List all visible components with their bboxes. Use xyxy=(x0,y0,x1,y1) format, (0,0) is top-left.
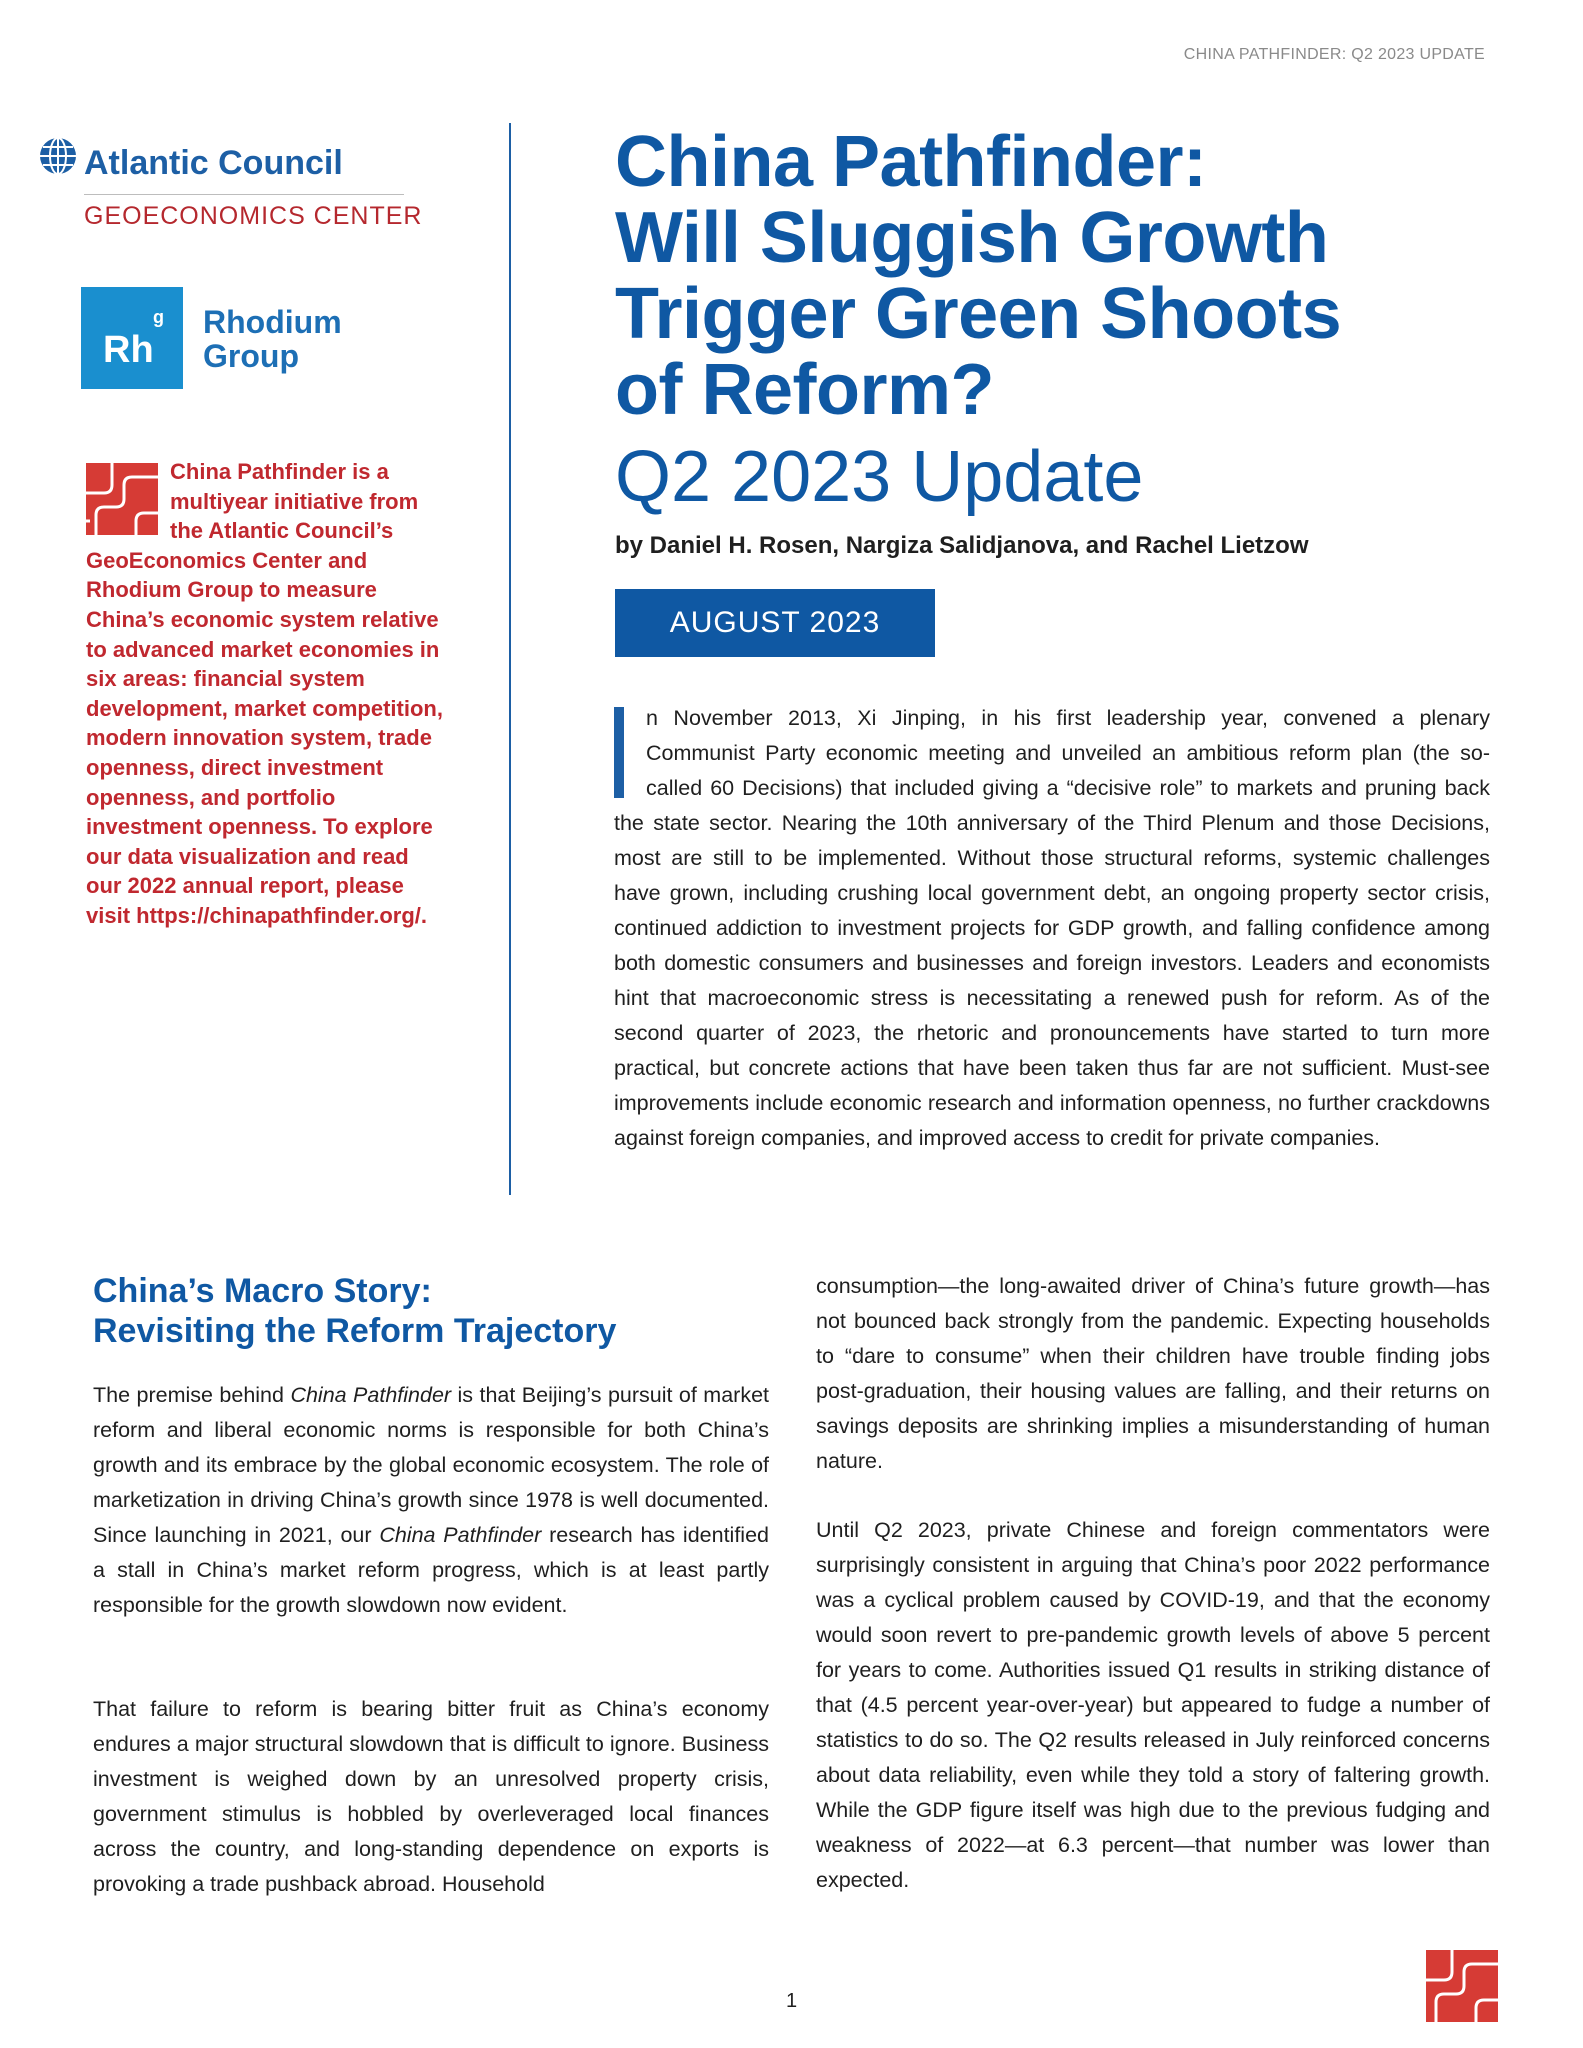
p1-text-c: research has identified a stall in China’s market reform progress, which is at least partly responsible for the growth slowdown now evident. xyxy=(93,1523,769,1617)
logo-divider xyxy=(84,194,404,195)
running-header: CHINA PATHFINDER: Q2 2023 UPDATE xyxy=(1183,46,1485,63)
body-paragraph-2 xyxy=(93,1692,769,1902)
rhodium-mark-letters: Rh xyxy=(103,329,154,371)
body-paragraph-4 xyxy=(816,1513,1490,1898)
description-text: China Pathfinder is a multiyear initiative from the Atlantic Council’s GeoEconomics Center and Rhodium Group to measure China’s economic system relative to advanced market economies in six areas: financial system development, market competition, modern innovation system, trade openness, direct investment openness, and portfolio investment openness. To explore our data visualization and read our 2022 annual report, please visit https://chinapathfinder.org/. xyxy=(86,459,443,928)
geoeconomics-center-label: GEOECONOMICS CENTER xyxy=(84,202,423,230)
p1-emphasis-2: China Pathfinder xyxy=(379,1523,542,1547)
icon-spacer xyxy=(86,457,170,545)
china-pathfinder-footer-icon xyxy=(1426,1950,1498,2022)
p3-text: consumption—the long-awaited driver of China’s future growth—has not bounced back strongly from the pandemic. Expecting households to “dare to consume” when their children have trouble finding jobs post-graduation, their housing values are falling, and their returns on savings deposits are shrinking implies a misunderstanding of human nature. xyxy=(816,1274,1490,1473)
title-line-2: Will Sluggish Growth xyxy=(615,198,1329,278)
p4-text: Until Q2 2023, private Chinese and foreign commentators were surprisingly consistent in arguing that China’s poor 2022 performance was a cyclical problem caused by COVID-19, and that the economy would soon revert to pre-pandemic growth levels of above 5 percent for years to come. Authorities issued Q1 results in striking distance of that (4.5 percent year-over-year) but appeared to fudge a number of statistics to do so. The Q2 results released in July reinforced concerns about data reliability, even while they told a story of faltering growth. While the GDP figure itself was high due to the previous fudging and weakness of 2022—at 6.3 percent—that number was lower than expected. xyxy=(816,1518,1490,1892)
rhodium-name-line2: Group xyxy=(203,338,299,374)
column-divider xyxy=(509,123,511,1195)
p2-text: That failure to reform is bearing bitter fruit as China’s economy endures a major structural slowdown that is difficult to ignore. Business investment is weighed down by an unresolved property crisis, government stimulus is hobbled by overleveraged local finances across the country, and long-standing dependence on exports is provoking a trade pushback abroad. Household xyxy=(93,1697,769,1896)
section-heading-line2: Revisiting the Reform Trajectory xyxy=(93,1312,617,1350)
body-paragraph-3 xyxy=(816,1269,1490,1479)
p1-text-b: is that Beijing’s pursuit of market reform and liberal economic norms is responsible for both China’s growth and its embrace by the global economic ecosystem. The role of marketization in driving China’s growth since 1978 is well documented. Since launching in 2021, our xyxy=(93,1383,770,1547)
drop-cap-i xyxy=(614,707,624,798)
authors: by Daniel H. Rosen, Nargiza Salidjanova, and Rachel Lietzow xyxy=(615,532,1309,559)
body-paragraph-1 xyxy=(93,1378,769,1623)
rhodium-mark-superscript: g xyxy=(153,307,164,327)
p1-text-a: The premise behind xyxy=(93,1383,291,1407)
title-line-1: China Pathfinder: xyxy=(615,122,1207,202)
china-pathfinder-description xyxy=(86,457,446,931)
title-line-3: Trigger Green Shoots xyxy=(615,274,1342,354)
atlantic-council-name: Atlantic Council xyxy=(84,144,343,182)
p1-emphasis-1: China Pathfinder xyxy=(290,1383,452,1407)
date-badge: AUGUST 2023 xyxy=(615,589,935,657)
page-number: 1 xyxy=(786,1990,798,2012)
intro-paragraph xyxy=(614,701,1490,1156)
rhodium-logo-mark xyxy=(81,287,183,389)
report-subtitle: Q2 2023 Update xyxy=(615,437,1144,517)
report-title xyxy=(615,124,1341,428)
intro-text: n November 2013, Xi Jinping, in his first leadership year, convened a plenary Communist Party economic meeting and unveiled an ambitious reform plan (the so-called 60 Decisions) that included giving a “decisive role” to markets and pruning back the state sector. Nearing the 10th anniversary of the Third Plenum and those Decisions, most are still to be implemented. Without those structural reforms, systemic challenges have grown, including crushing local government debt, an ongoing property sector crisis, continued addiction to investment projects for GDP growth, and falling confidence among both domestic consumers and businesses and foreign investors. Leaders and economists hint that macroeconomic stress is necessitating a renewed push for reform. As of the second quarter of 2023, the rhetoric and pronouncements have started to turn more practical, but concrete actions that have been taken thus far are not sufficient. Must-see improvements include economic research and information openness, no further crackdowns against foreign companies, and improved access to credit for private companies. xyxy=(614,706,1490,1150)
title-line-4: of Reform? xyxy=(615,350,994,430)
rhodium-group-name xyxy=(203,305,342,373)
rhodium-name-line1: Rhodium xyxy=(203,304,342,340)
section-heading xyxy=(93,1271,616,1351)
atlantic-council-globe-icon xyxy=(38,136,78,176)
section-heading-line1: China’s Macro Story: xyxy=(93,1272,432,1310)
